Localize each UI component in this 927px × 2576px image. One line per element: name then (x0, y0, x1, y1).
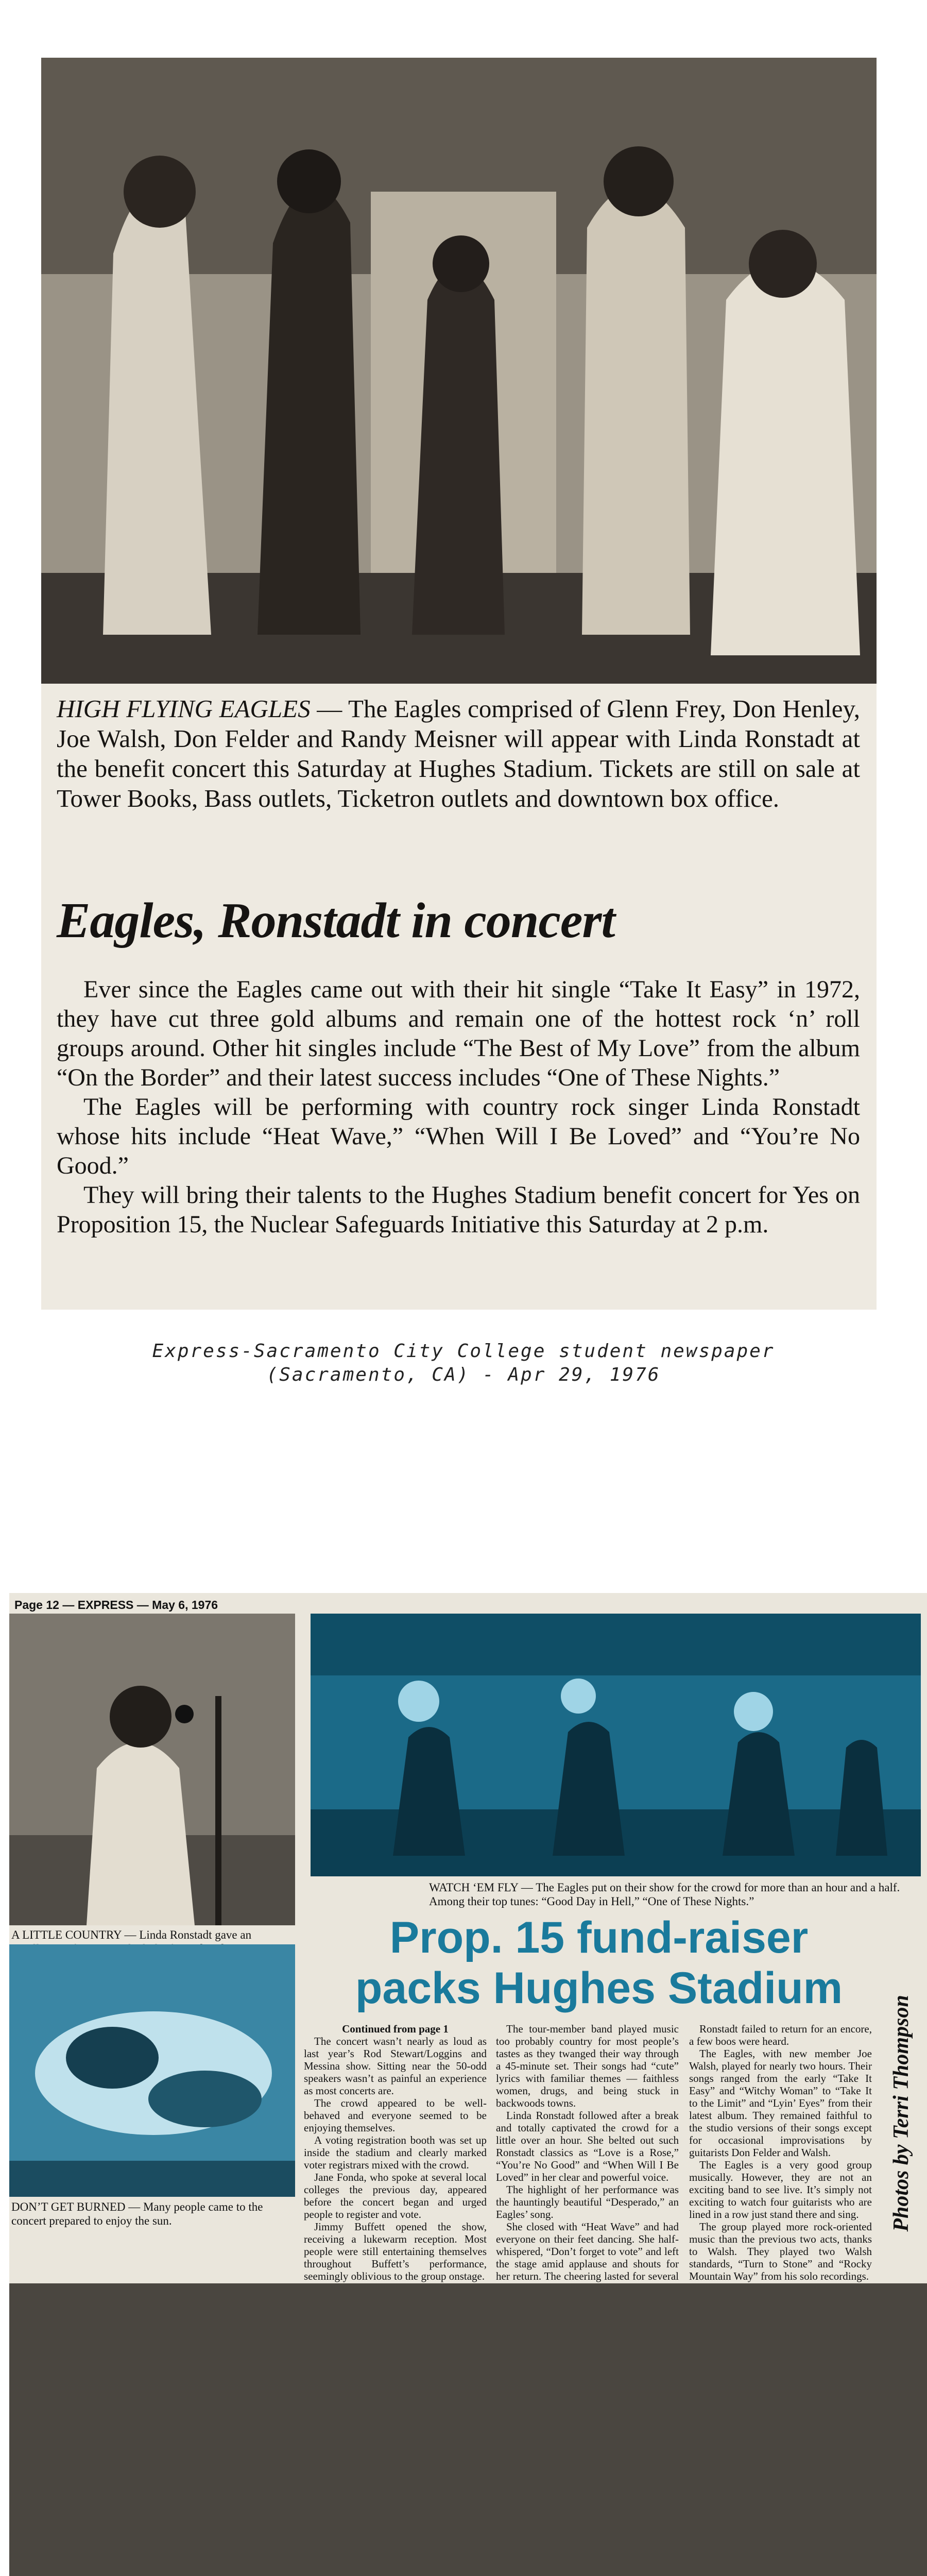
sunbathers-photo (9, 1944, 295, 2197)
crowd-photo (9, 2283, 927, 2576)
photo-credit-text: Photos by Terri Thompson (889, 1995, 913, 2232)
article-paragraph: She closed with “Heat Wave” and had everyone on their feet dancing. She half-whispered, “Don’t forget to vote” and left the stage amid applause and shouts for her return. The cheering lasted for several (496, 2221, 679, 2282)
photo-caption-c: DON’T GET BURNED — Many people came to the concert prepared to enjoy the sun. (11, 2200, 263, 2227)
ronstadt-photo-illustration (9, 1614, 295, 1925)
newspaper-clipping-may-6 (9, 1593, 927, 2576)
band-photo-illustration (41, 58, 877, 684)
article-paragraph: The concert wasn’t nearly as loud as last year’s Rod Stewart/Loggins and Messina show. Sitting near the 50-odd speakers wasn’t as painful an experience as most concerts are. (304, 2035, 487, 2097)
continued-note: Continued from page 1 (342, 2023, 449, 2035)
article-column-1 (304, 2023, 487, 2282)
article-paragraph: Jimmy Buffett opened the show, receiving a lukewarm reception. Most people were still entertaining themselves throughout Buffett’s performance, seemingly oblivious to the group onstage. (304, 2221, 487, 2282)
sunbathers-photo-illustration (9, 1944, 295, 2197)
newspaper-clipping-apr-29 (41, 58, 877, 1310)
article-paragraph: Ronstadt failed to return for an encore, a few boos were heard. (689, 2023, 872, 2047)
article-column-2 (496, 2023, 679, 2295)
photo-credit (886, 1902, 917, 2325)
article-paragraph: The Eagles is a very good group musically. However, they are not an exciting band to see live. It’s simply not exciting to watch four guitarists who are lined in a row just stand there and sing. (689, 2159, 872, 2221)
photo-caption (57, 694, 860, 814)
article-headline: Eagles, Ronstadt in concert (57, 893, 615, 948)
ronstadt-photo (9, 1614, 295, 1925)
article-headline (303, 1912, 895, 2013)
source-line: Express-Sacramento City College student newspaper (152, 1341, 775, 1362)
photo-caption-a: A LITTLE COUNTRY — Linda Ronstadt gave an (11, 1928, 252, 1941)
caption-lead: HIGH FLYING EAGLES (57, 694, 311, 723)
article-paragraph: The Eagles, with new member Joe Walsh, played for nearly two hours. Their songs ranged from the early “Take It Easy” and “Witchy Woman” to “Take It to the Limit” and “Lyin’ Eyes” from their latest album. They remained faithful to the studio versions of their songs except for occasional improvisations by guitarists Don Felder and Walsh. (689, 2047, 872, 2159)
article-paragraph: Ever since the Eagles came out with their hit single “Take It Easy” in 1972, they have cut three gold albums and remain one of the hottest rock ‘n’ roll groups around. Other hit singles include “The Best of My Love” from the album “On the Border” and their latest success includes “One of These Nights.” (57, 976, 860, 1091)
article-body (57, 975, 860, 1239)
source-caption-apr (0, 1340, 927, 1387)
headline-line: Prop. 15 fund-raiser (389, 1913, 809, 1962)
article-paragraph: The group played more rock-oriented music than the previous two acts, thanks to Walsh. They played two Walsh standards, “Turn to Stone” and “Rocky Mountain Way” from his solo recordings. (689, 2221, 872, 2282)
eagles-stage-photo (311, 1614, 921, 1876)
stage-photo-illustration (311, 1614, 921, 1876)
article-paragraph: The highlight of her performance was the hauntingly beautiful “Desperado,” an Eagles’ song. (496, 2183, 679, 2221)
article-paragraph: Jane Fonda, who spoke at several local colleges the previous day, appeared before the concert began and urged people to register and vote. (304, 2171, 487, 2221)
article-paragraph: The Eagles will be performing with country rock singer Linda Ronstadt whose hits include “Heat Wave,” “When Will I Be Loved” and “You’re No Good.” (57, 1093, 860, 1179)
article-paragraph: The crowd appeared to be well-behaved and everyone seemed to be enjoying themselves. (304, 2097, 487, 2134)
article-paragraph: A voting registration booth was set up inside the stadium and clearly marked voter registrars mixed with the crowd. (304, 2134, 487, 2171)
article-paragraph: They will bring their talents to the Hughes Stadium benefit concert for Yes on Proposition 15, the Nuclear Safeguards Initiative this Saturday at 2 p.m. (57, 1181, 860, 1238)
article-paragraph: The tour-member band played music too probably country for most people’s tastes as they twanged their way through a 45-minute set. Their songs had “cute” lyrics with familiar themes — faithless women, drugs, and being stuck in backwoods towns. (496, 2023, 679, 2109)
page-header: Page 12 — EXPRESS — May 6, 1976 (14, 1598, 218, 1612)
caption-text: — The Eagles comprised of Glenn Frey, Don Henley, Joe Walsh, Don Felder and Randy Meisner will appear with Linda Ronstadt at the benefit concert this Saturday at Hughes Stadium. Tickets are still on sale at Tower Books, Bass outlets, Ticketron outlets and downtown box office. (57, 694, 861, 812)
article-paragraph: Linda Ronstadt followed after a break and totally captivated the crowd for a little over an hour. She belted out such Ronstadt classics as “Love is a Rose,” “You’re No Good” and “When Will I Be Loved” in her clear and powerful voice. (496, 2109, 679, 2183)
headline-line: packs Hughes Stadium (355, 1963, 843, 2013)
source-date-line: (Sacramento, CA) - Apr 29, 1976 (266, 1364, 661, 1385)
article-column-3 (689, 2023, 872, 2282)
eagles-band-photo (41, 58, 877, 684)
photo-caption-b: WATCH ‘EM FLY — The Eagles put on their show for the crowd for more than an hour and a half. Among their top tunes: “Good Day in Hell,” “One of These Nights.” (429, 1881, 900, 1908)
